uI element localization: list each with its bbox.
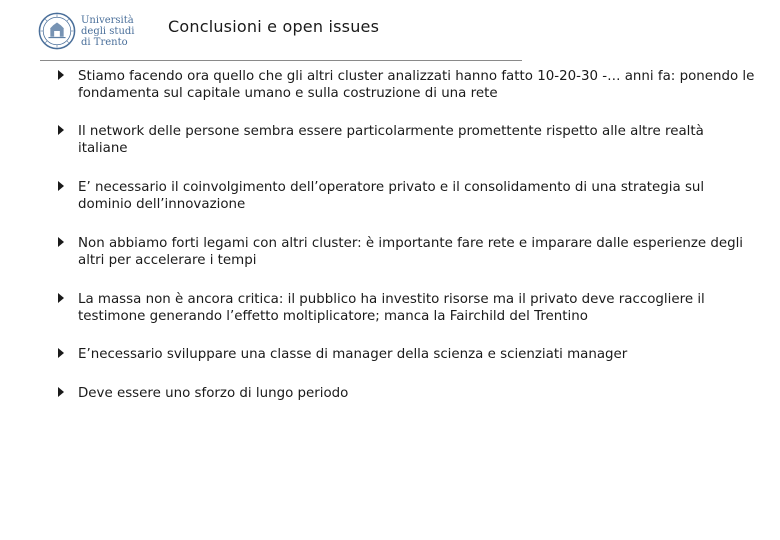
bullet-text: Non abbiamo forti legami con altri cluster: è importante fare rete e imparare dalle esperienze degli altri per accelerare i tempi [78,236,744,268]
bullet-text: Stiamo facendo ora quello che gli altri cluster analizzati hanno fatto 10-20-30 -… anni fa: ponendo le fondamenta sul capitale umano e sulla costruzione di una rete [78,69,755,101]
slide-title: Conclusioni e open issues [168,17,380,36]
bullet-list [56,68,756,402]
university-logo [38,12,135,50]
bullet-item [56,291,756,325]
bullet-item [56,346,756,363]
bullet-text: Deve essere uno sforzo di lungo periodo [78,386,349,401]
triangle-bullet-icon [58,125,64,135]
bullet-text: La massa non è ancora critica: il pubblico ha investito risorse ma il privato deve raccogliere il testimone generando l’effetto moltiplicatore; manca la Fairchild del Trentino [78,292,705,324]
logo-line: degli studi [81,25,135,37]
bullet-text: E’necessario sviluppare una classe di manager della scienza e scienziati manager [78,347,628,362]
bullet-item [56,385,756,402]
bullet-item [56,68,756,102]
bullet-item [56,235,756,269]
triangle-bullet-icon [58,293,64,303]
triangle-bullet-icon [58,181,64,191]
bullet-item [56,179,756,213]
triangle-bullet-icon [58,387,64,397]
university-seal-icon [38,12,76,50]
bullet-item [56,123,756,157]
logo-line: di Trento [81,36,128,48]
triangle-bullet-icon [58,237,64,247]
logo-line: Università [81,14,134,26]
title-divider [40,60,522,61]
bullet-text: E’ necessario il coinvolgimento dell’operatore privato e il consolidamento di una strategia sul dominio dell’innovazione [78,180,705,212]
triangle-bullet-icon [58,70,64,80]
triangle-bullet-icon [58,348,64,358]
bullet-text: Il network delle persone sembra essere particolarmente promettente rispetto alle altre realtà italiane [78,124,704,156]
